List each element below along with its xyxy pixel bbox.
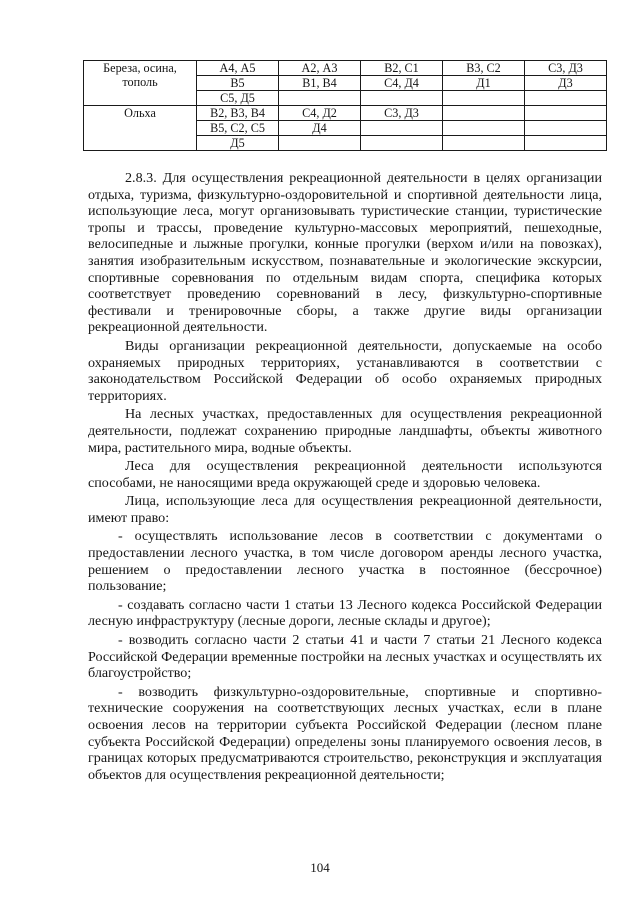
species-name: Береза, осина, — [103, 61, 177, 75]
table-cell: С4, Д2 — [279, 106, 361, 121]
table-cell: Д1 — [443, 76, 525, 91]
species-name: Ольха — [124, 106, 156, 120]
table-cell: А2, А3 — [279, 61, 361, 76]
table-row — [84, 106, 607, 121]
table-cell: Д5 — [197, 136, 279, 151]
table-row — [84, 61, 607, 76]
paragraph: Лица, использующие леса для осуществления рекреационной деятельности, имеют право: — [88, 493, 602, 526]
table-cell — [525, 106, 607, 121]
table-cell — [525, 121, 607, 136]
page-number: 104 — [310, 860, 330, 875]
table-cell: С3, Д3 — [525, 61, 607, 76]
paragraph: На лесных участках, предоставленных для осуществления рекреационной деятельности, подлежат сохранению природные ландшафты, объекты животного мира, растительного мира, водные объекты. — [88, 406, 602, 456]
species-name-continued: тополь — [122, 75, 158, 89]
table-cell: С4, Д4 — [361, 76, 443, 91]
table-cell: Д4 — [279, 121, 361, 136]
section-paragraph: 2.8.3. Для осуществления рекреационной деятельности в целях организации отдыха, туризма, физкультурно-оздоровительной и спортивной деятельности лица, использующие леса, могут организовывать туристические станции, туристические тропы и трассы, проведение культурно-массовых мероприятий, пешеходные, велосипедные и лыжные прогулки, конные прогулки (верхом и/или на повозках), занятия изобразительным искусством, познавательные и экологические экскурсии, спортивные соревнования по отдельным видам спорта, специфика которых соответствует проведению соревнований в лесу, физкультурно-спортивные фестивали и тренировочные сборы, а также другие виды организации рекреационной деятельности. — [88, 170, 602, 336]
species-table — [83, 60, 607, 151]
table-cell — [443, 106, 525, 121]
table-cell: В5, С2, С5 — [197, 121, 279, 136]
table-cell — [443, 91, 525, 106]
table-cell — [525, 91, 607, 106]
table-cell: С3, Д3 — [361, 106, 443, 121]
table-cell — [279, 91, 361, 106]
list-item: - создавать согласно части 1 статьи 13 Лесного кодекса Российской Федерации лесную инфраструктуру (лесные дороги, лесные склады и другое); — [88, 596, 602, 630]
species-cell — [84, 61, 197, 106]
list-item: - возводить согласно части 2 статьи 41 и части 7 статьи 21 Лесного кодекса Российской Федерации временные постройки на лесных участках и осуществлять их благоустройство; — [88, 632, 602, 682]
table-cell: В2, С1 — [361, 61, 443, 76]
list-item: - возводить физкультурно-оздоровительные, спортивные и спортивно-технические сооружения на соответствующих лесных участках, если в плане освоения лесов на территории субъекта Российской Федерации (лесном плане субъекта Российской Федерации) определены зоны планируемого освоения лесов, в границах которых предусматриваются строительство, реконструкция и эксплуатация объектов для осуществления рекреационной деятельности; — [88, 683, 602, 783]
table-cell: В1, В4 — [279, 76, 361, 91]
species-cell — [84, 106, 197, 151]
table-cell — [361, 91, 443, 106]
paragraph: Леса для осуществления рекреационной деятельности используются способами, не наносящими вреда окружающей среде и здоровью человека. — [88, 458, 602, 491]
table-cell — [361, 136, 443, 151]
table-cell — [443, 121, 525, 136]
table-cell: Д3 — [525, 76, 607, 91]
table-cell: А4, А5 — [197, 61, 279, 76]
body-text — [88, 170, 602, 783]
table-cell: С5, Д5 — [197, 91, 279, 106]
table-cell — [361, 121, 443, 136]
table-cell: В2, В3, В4 — [197, 106, 279, 121]
table-cell — [443, 136, 525, 151]
table-cell: В3, С2 — [443, 61, 525, 76]
table-cell: В5 — [197, 76, 279, 91]
list-item: - осуществлять использование лесов в соответствии с документами о предоставлении лесного участка, в том числе договором аренды лесного участка, решением о предоставлении лесного участка в постоянное (бессрочное) пользование; — [88, 528, 602, 595]
table-cell — [525, 136, 607, 151]
table-cell — [279, 136, 361, 151]
paragraph: Виды организации рекреационной деятельности, допускаемые на особо охраняемых природных территориях, устанавливаются в соответствии с законодательством Российской Федерации об особо охраняемых природных территориях. — [88, 337, 602, 404]
